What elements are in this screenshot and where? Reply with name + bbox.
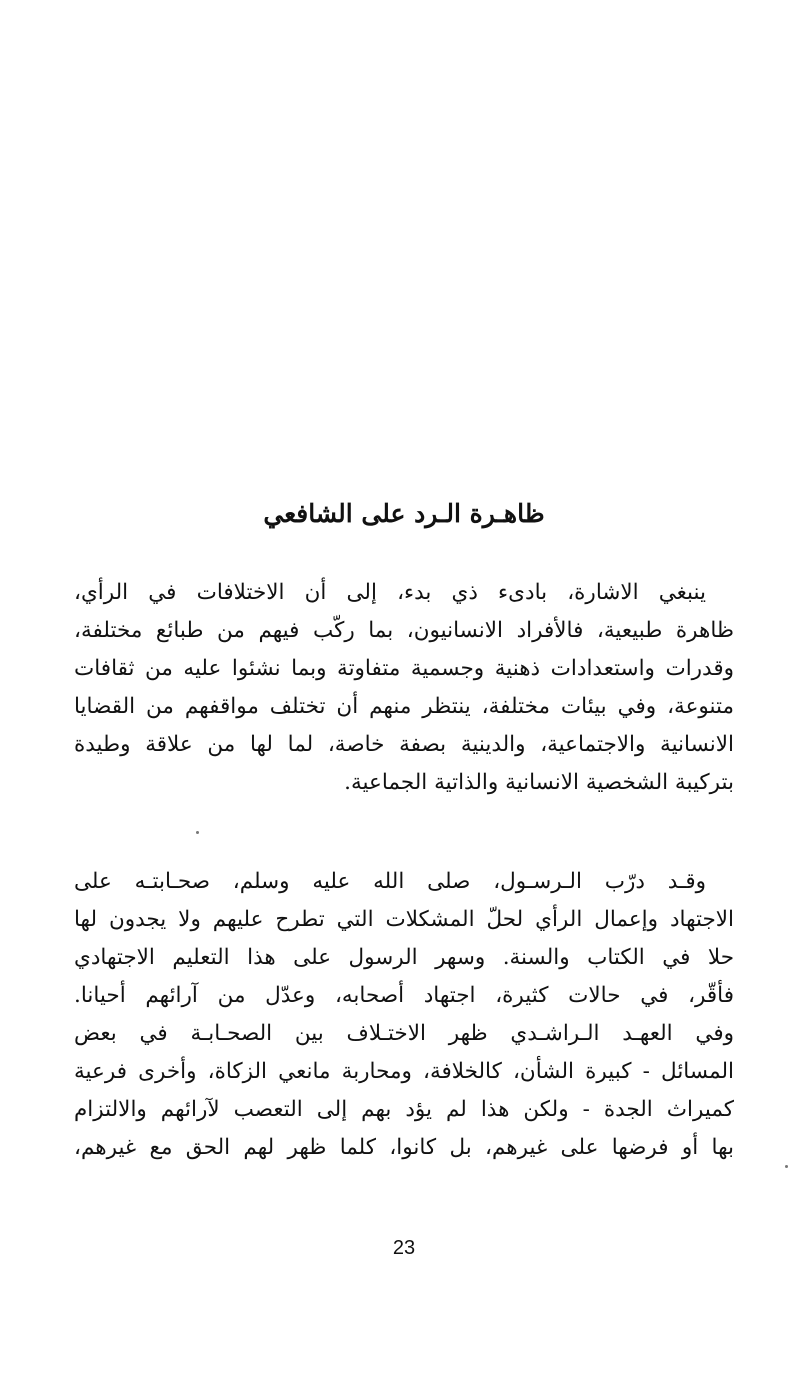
text-line: متنوعة، وفي بيئات مختلفة، ينتظر منهم أن تختلف مواقفهم من القضايا	[74, 694, 734, 719]
scan-speck	[196, 831, 199, 834]
text-line: وقـد درّب الـرسـول، صلى الله عليه وسلم، صحـابتـه على	[74, 869, 706, 894]
text-line: وقدرات واستعدادات ذهنية وجسمية متفاوتة وبما نشئوا عليه من ثقافات	[74, 656, 734, 681]
chapter-title: ظاهـرة الـرد على الشافعي	[263, 499, 545, 528]
text-line: ينبغي الاشارة، بادىء ذي بدء، إلى أن الاختلافات في الرأي،	[74, 580, 706, 605]
text-line: المسائل - كبيرة الشأن، كالخلافة، ومحاربة مانعي الزكاة، وأخرى فرعية	[74, 1059, 734, 1084]
page-number: 23	[392, 1237, 416, 1259]
text-line: كميراث الجدة - ولكن هذا لم يؤد بهم إلى التعصب لآرائهم والالتزام	[74, 1097, 734, 1122]
text-line: ظاهرة طبيعية، فالأفراد الانسانيون، بما ركّب فيهم من طبائع مختلفة،	[74, 618, 734, 643]
text-line: حلا في الكتاب والسنة. وسهر الرسول على هذا التعليم الاجتهادي	[74, 945, 734, 970]
text-line: الاجتهاد وإعمال الرأي لحلّ المشكلات التي تطرح عليهم ولا يجدون لها	[74, 907, 734, 932]
text-line: وفي العهـد الـراشـدي ظهر الاختـلاف بين الصحـابـة في بعض	[74, 1021, 734, 1046]
text-line: فأقّر، في حالات كثيرة، اجتهاد أصحابه، وعدّل من آرائهم أحيانا.	[74, 983, 734, 1008]
text-line: بتركيبة الشخصية الانسانية والذاتية الجماعية.	[344, 770, 734, 795]
paragraph-1	[74, 574, 734, 802]
paragraph-2	[74, 863, 734, 1167]
scan-speck	[785, 1165, 788, 1168]
text-line: الانسانية والاجتماعية، والدينية بصفة خاصة، لما لها من علاقة وطيدة	[74, 732, 734, 757]
text-line: بها أو فرضها على غيرهم، بل كانوا، كلما ظهر لهم الحق مع غيرهم،	[74, 1135, 734, 1160]
